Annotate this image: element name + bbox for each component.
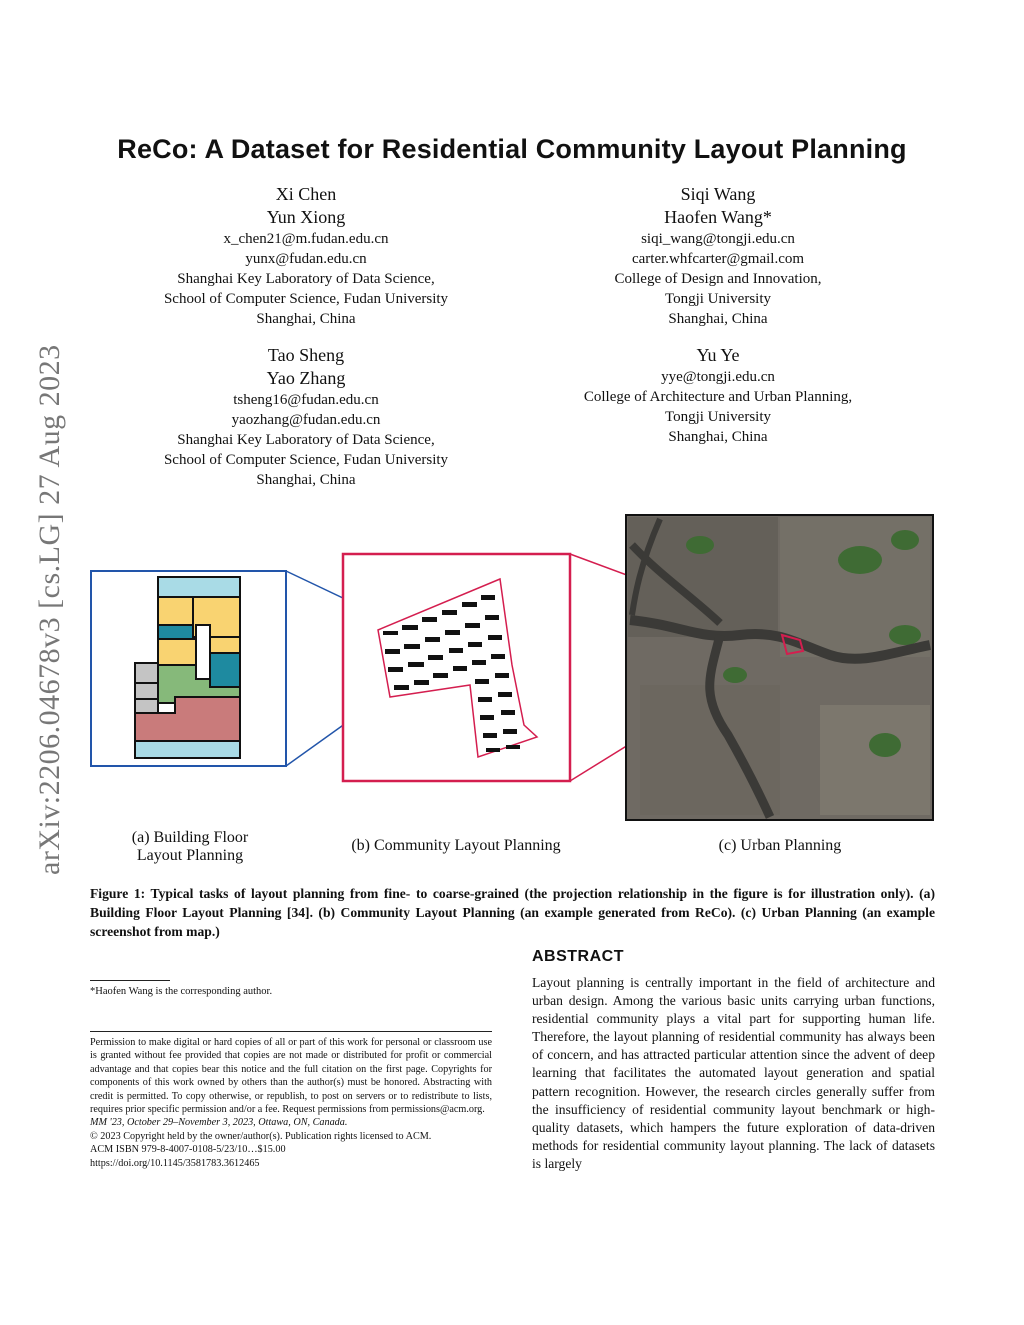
author-name: Siqi Wang [680, 184, 756, 204]
figure-label-a [110, 829, 270, 865]
author-name: Yu Ye [696, 345, 740, 365]
author-affiliation: School of Computer Science, Fudan University [163, 291, 449, 307]
figure-1 [0, 505, 1024, 835]
author-email: siqi_wang@tongji.edu.cn [641, 231, 795, 247]
author-block-2 [548, 183, 888, 329]
author-location: Shanghai, China [668, 429, 768, 445]
author-affiliation: School of Computer Science, Fudan University [163, 452, 449, 468]
figure-label-c: (c) Urban Planning [718, 837, 842, 854]
abstract-heading: ABSTRACT [532, 948, 624, 965]
author-block-4 [548, 344, 888, 447]
venue-line: MM '23, October 29–November 3, 2023, Ottawa, ON, Canada. [90, 1117, 348, 1129]
isbn-line: ACM ISBN 979-8-4007-0108-5/23/10…$15.00 [90, 1144, 286, 1156]
author-affiliation: Tongji University [664, 291, 772, 307]
author-email: x_chen21@m.fudan.edu.cn [223, 231, 389, 247]
urban-satellite-map [626, 515, 933, 820]
permission-block [90, 1036, 492, 1170]
author-affiliation: Shanghai Key Laboratory of Data Science, [177, 432, 435, 448]
abstract-text: Layout planning is centrally important in the field of architecture and urban design. Among the various basic units carrying urban functions, residential community plays a vital part for supporting human life. Therefore, the layout planning of residential community has always been of concern, and has attracted particular attention since the advent of deep learning that facilitates the automated layout generation and spatial pattern recognition. However, the research circles generally suffer from the insufficiency of residential community layout benchmark or high-quality datasets, which hampers the future exploration of data-driven methods for residential community layout planning. The lack of datasets is largely [532, 975, 935, 1171]
author-email: yye@tongji.edu.cn [661, 369, 775, 385]
author-name: Yao Zhang [266, 368, 346, 388]
permission-rule [90, 1031, 492, 1032]
permission-text: Permission to make digital or hard copies of all or part of this work for personal or classroom use is granted without fee provided that copies are not made or distributed for profit or commercial advantage and that copies bear this notice and the full citation on the first page. Copyrights for components of this work owned by others than the author(s) must be honored. Abstracting with credit is permitted. To copy otherwise, or republish, to post on servers or to redistribute to lists, requires prior specific permission and/or a fee. Request permissions from permissions@acm.org. [90, 1037, 492, 1116]
author-location: Shanghai, China [256, 311, 356, 327]
figure-caption: Figure 1: Typical tasks of layout planning from fine- to coarse-grained (the projection relationship in the figure is for illustration only). (a) Building Floor Layout Planning [34]. (b) Community Layout Planning (an example generated from ReCo). (c) Urban Planning (an example screenshot from map.) [90, 886, 935, 939]
figure-label-b: (b) Community Layout Planning [351, 837, 561, 854]
arxiv-identifier: arXiv:2206.04678v3 [cs.LG] 27 Aug 2023 [33, 344, 66, 875]
author-email: carter.whfcarter@gmail.com [631, 251, 805, 267]
doi-link[interactable]: https://doi.org/10.1145/3581783.3612465 [90, 1157, 260, 1169]
author-name: Yun Xiong [266, 207, 346, 227]
copyright-line: © 2023 Copyright held by the owner/author(s). Publication rights licensed to ACM. [90, 1130, 432, 1142]
author-email: yunx@fudan.edu.cn [245, 251, 367, 267]
author-name: Xi Chen [275, 184, 337, 204]
author-affiliation: Shanghai Key Laboratory of Data Science, [177, 271, 435, 287]
author-location: Shanghai, China [668, 311, 768, 327]
author-affiliation: College of Design and Innovation, [614, 271, 822, 287]
author-name: Haofen Wang* [664, 207, 772, 227]
footnote-rule [90, 980, 170, 981]
corresponding-author-footnote: *Haofen Wang is the corresponding author. [90, 986, 273, 997]
author-location: Shanghai, China [256, 472, 356, 488]
figure-label-a-line1: (a) Building Floor [131, 829, 249, 846]
author-affiliation: College of Architecture and Urban Planning, [583, 389, 853, 405]
author-affiliation: Tongji University [664, 409, 772, 425]
author-email: tsheng16@fudan.edu.cn [233, 392, 379, 408]
paper-title: ReCo: A Dataset for Residential Community Layout Planning [117, 134, 907, 164]
author-email: yaozhang@fudan.edu.cn [231, 412, 381, 428]
author-block-3 [136, 344, 476, 490]
author-block-1 [136, 183, 476, 329]
figure-label-a-line2: Layout Planning [136, 847, 244, 864]
author-name: Tao Sheng [267, 345, 345, 365]
